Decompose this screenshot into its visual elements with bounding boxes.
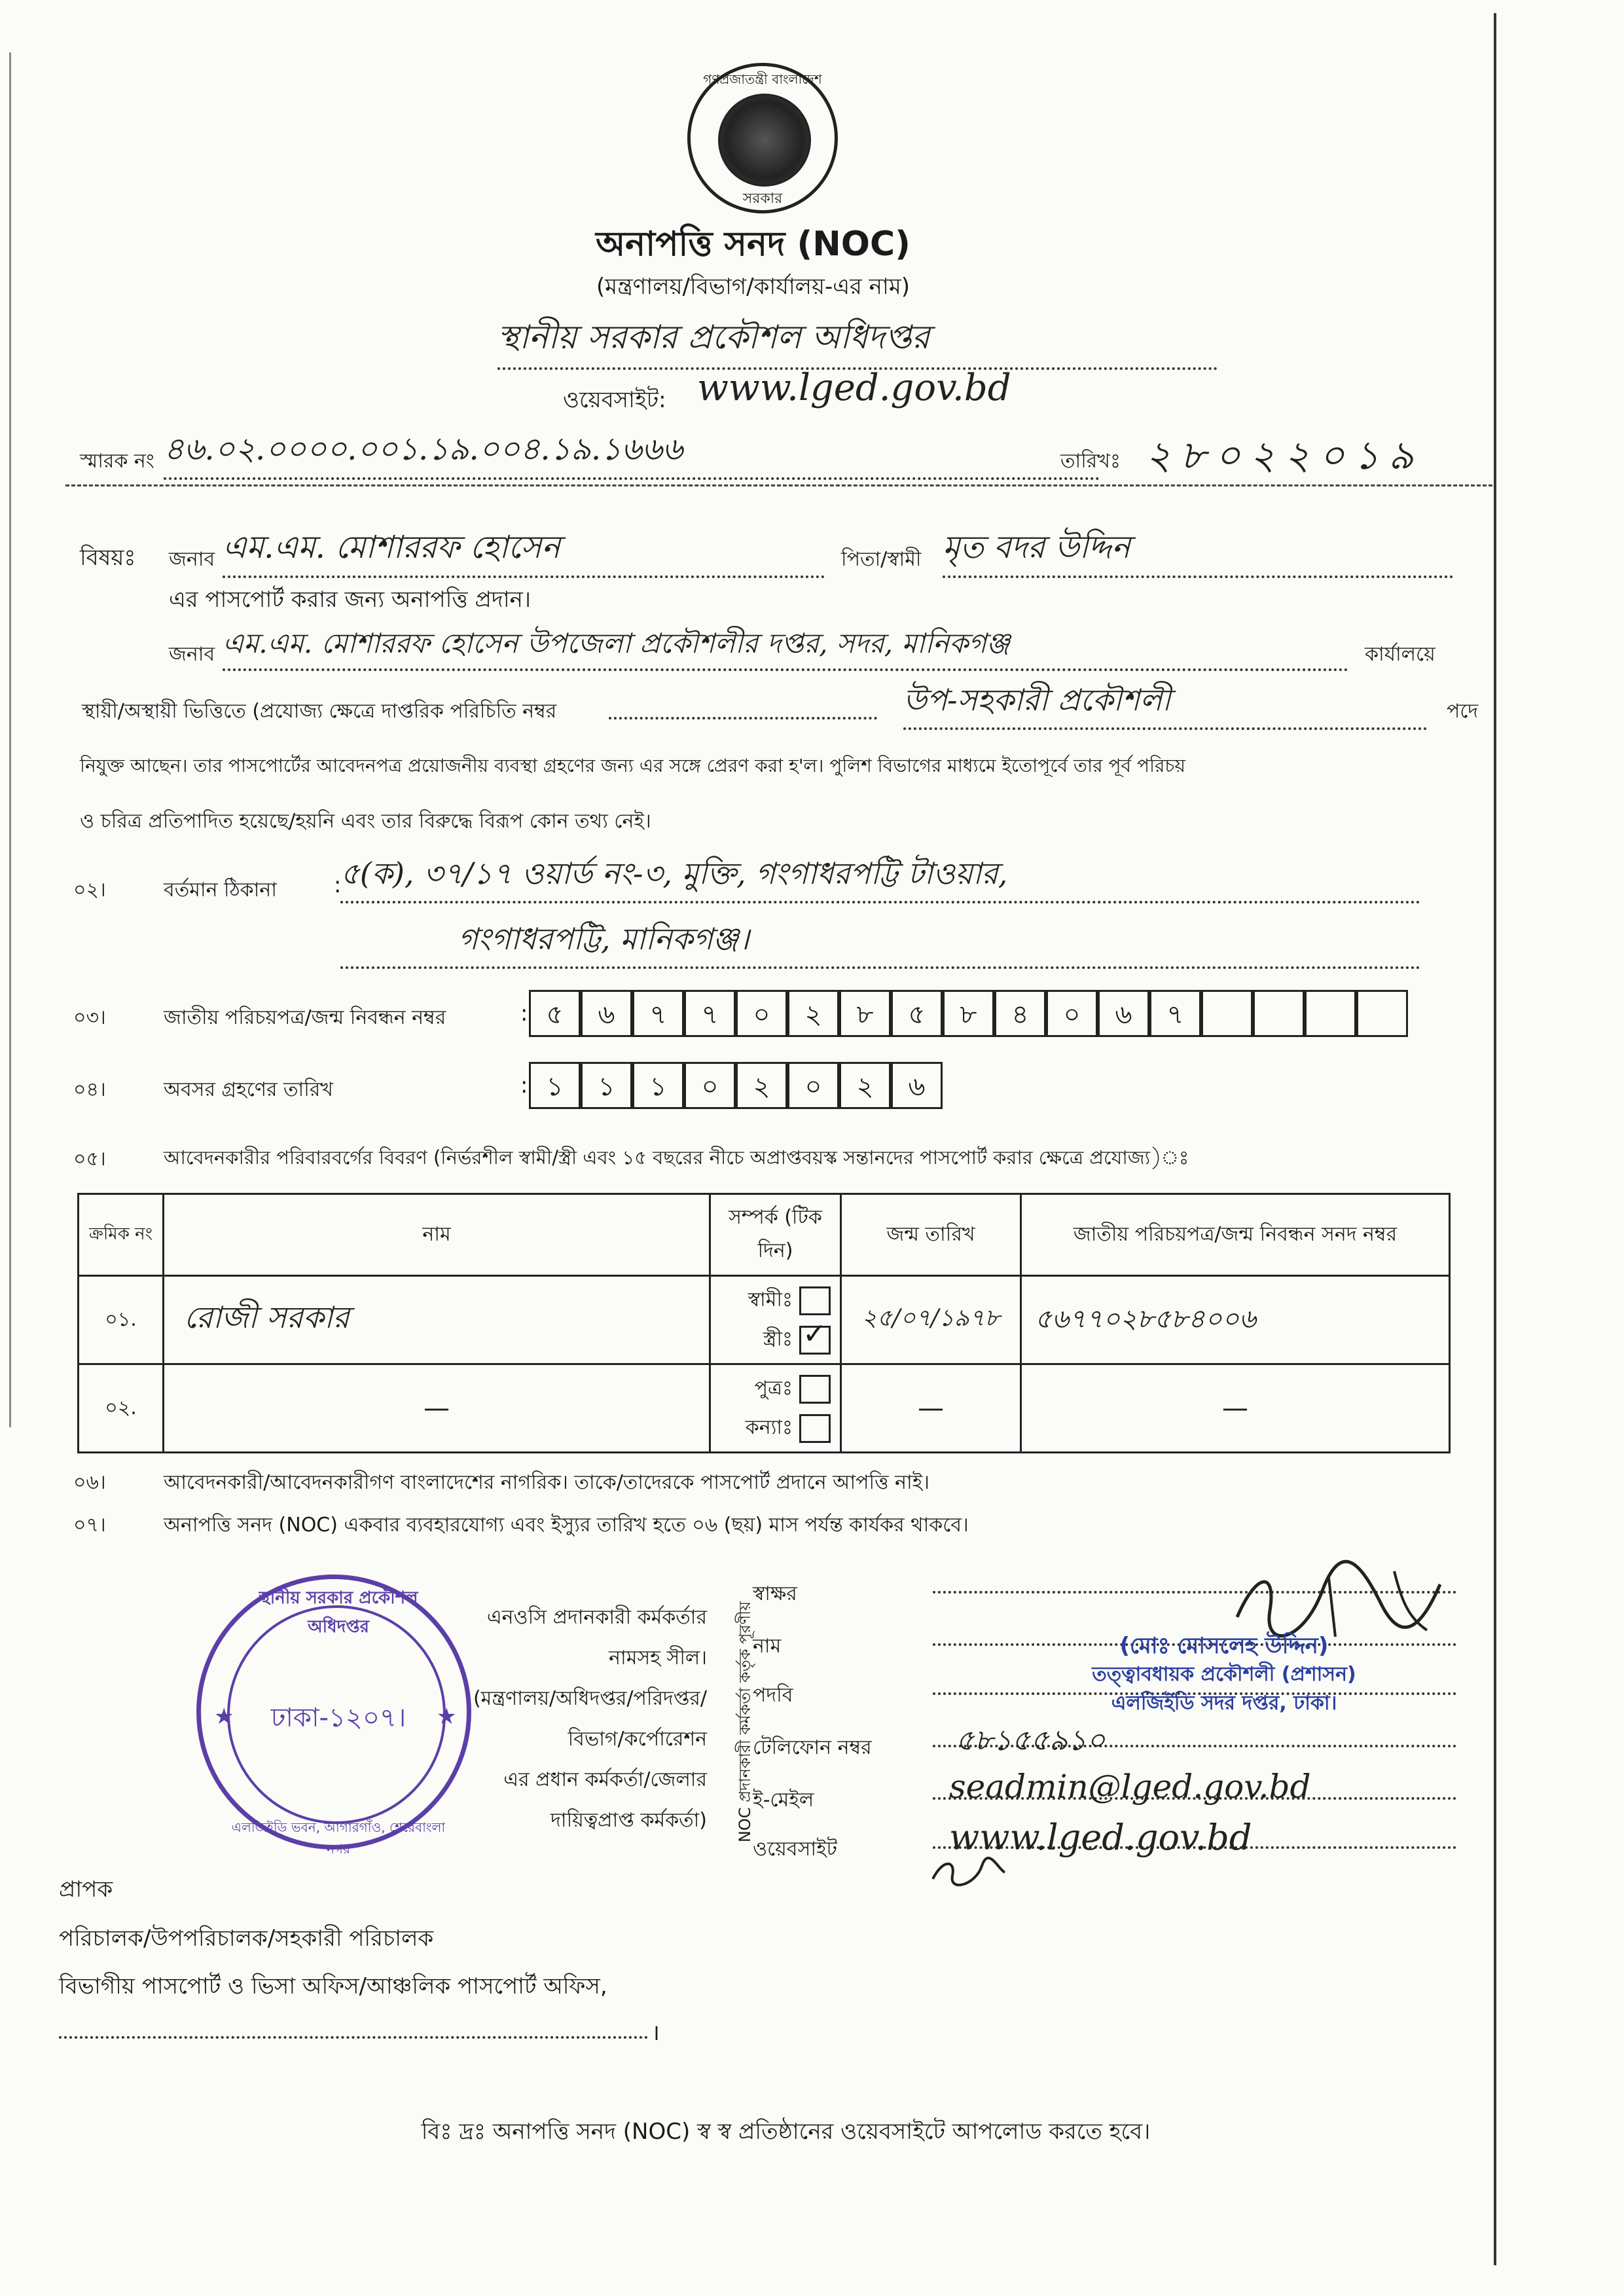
item-04-number: ০৪। — [73, 1078, 106, 1101]
item-05-number: ০৫। — [73, 1148, 106, 1171]
relation-daughter-label: কন্যাঃ — [745, 1416, 793, 1439]
page-subtitle: (মন্ত্রণালয়/বিভাগ/কার্যালয়-এর নাম) — [596, 274, 910, 300]
page-border-right — [1494, 13, 1496, 2265]
husband-checkbox[interactable] — [799, 1286, 831, 1315]
email-label: ই-মেইল — [753, 1789, 814, 1812]
retirement-digit-box: ০ — [787, 1062, 839, 1109]
nid-digit-box: ০ — [1046, 990, 1098, 1037]
sign-label: স্বাক্ষর — [753, 1582, 797, 1605]
row-dob: ২৫/০৭/১৯৭৮ — [841, 1276, 1021, 1364]
nid-digit-boxes — [529, 990, 1445, 1037]
seal-star-icon: ★ — [214, 1704, 234, 1730]
memo-date-label: তারিখঃ — [1060, 450, 1121, 473]
nid-digit-box: ২ — [787, 990, 839, 1037]
body-janab-label: জনাব — [169, 643, 215, 666]
subject-label: বিষয়ঃ — [80, 545, 136, 571]
son-checkbox[interactable] — [799, 1375, 831, 1404]
seal-star-icon: ★ — [437, 1704, 457, 1730]
nid-digit-box: ৬ — [581, 990, 632, 1037]
item-03-label: জাতীয় পরিচয়পত্র/জন্ম নিবন্ধন নম্বর — [164, 1006, 446, 1029]
designation-label: পদবি — [753, 1684, 793, 1707]
header-relation: সম্পর্ক (টিক দিন) — [710, 1194, 841, 1276]
officer-line: এনওসি প্রদানকারী কর্মকর্তার — [486, 1606, 707, 1629]
relation-husband-label: স্বামীঃ — [748, 1288, 793, 1311]
retirement-digit-box: ২ — [736, 1062, 787, 1109]
nid-digit-box: ০ — [736, 990, 787, 1037]
decl-07-text: অনাপত্তি সনদ (NOC) একবার ব্যবহারযোগ্য এবং ইস্যুর তারিখ হতে ০৬ (ছয়) মাস পর্যন্ত কার্যকর থাকবে। — [164, 1514, 969, 1537]
office-name: স্থানীয় সরকার প্রকৌশল অধিদপ্তর — [497, 313, 1218, 370]
seal-bottom-text: এলজিইডি ভবন, আগারগাঁও, শেরেবাংলা নগর — [231, 1819, 446, 1857]
vertical-noc-text: NOC প্রদানকারী কর্মকর্তা কর্তৃক পূরণীয় — [736, 1601, 754, 1843]
nid-digit-box: ৫ — [529, 990, 581, 1037]
nid-digit-box: ৭ — [632, 990, 684, 1037]
officer-line: বিভাগ/কর্পোরেশন — [568, 1728, 707, 1751]
item-03-number: ০৩। — [73, 1006, 106, 1029]
email-value: seadmin@lged.gov.bd — [949, 1768, 1311, 1806]
address-line-1: ৫(ক), ৩৭/১৭ ওয়ার্ড নং-৩, মুক্তি, গংগাধরপট্টি টাওয়ার, — [340, 851, 1420, 903]
body-basis-dots — [609, 717, 877, 720]
row-name: — — [164, 1364, 710, 1453]
website-label: ওয়েবসাইট: — [563, 387, 666, 413]
recipient-line-2: বিভাগীয় পাসপোর্ট ও ভিসা অফিস/আঞ্চলিক পাসপোর্ট অফিস, — [59, 1973, 607, 1999]
row-name: রোজী সরকার — [164, 1276, 710, 1364]
memo-ref-value: ৪৬.০২.০০০০.০০১.১৯.০০৪.১৯.১৬৬৬ — [164, 426, 1100, 480]
wife-checkbox[interactable] — [799, 1317, 831, 1355]
item-03-colon: : — [520, 1000, 528, 1027]
officer-block — [419, 1597, 707, 1841]
stamp-designation: তত্ত্বাবধায়ক প্রকৌশলী (প্রশাসন) — [1092, 1663, 1356, 1686]
nid-digit-box: ৮ — [839, 990, 891, 1037]
father-label: পিতা/স্বামী — [841, 548, 922, 571]
seal-center-text: ঢাকা-১২০৭। — [270, 1703, 406, 1733]
family-table — [77, 1193, 1451, 1453]
row-serial: ০২. — [79, 1364, 164, 1453]
officer-line: এর প্রধান কর্মকর্তা/জেলার — [503, 1768, 707, 1791]
item-04-colon: : — [520, 1072, 528, 1099]
item-04-label: অবসর গ্রহণের তারিখ — [164, 1078, 333, 1101]
row-relation — [710, 1276, 841, 1364]
header-name: নাম — [164, 1194, 710, 1276]
nid-digit-box — [1201, 990, 1253, 1037]
retirement-digit-box: ২ — [839, 1062, 891, 1109]
row-nid: — — [1021, 1364, 1450, 1453]
government-emblem — [687, 63, 838, 213]
table-row — [79, 1276, 1450, 1364]
body-basis-text: স্থায়ী/অস্থায়ী ভিত্তিতে (প্রযোজ্য ক্ষেত্রে দাপ্তরিক পরিচিতি নম্বর — [82, 700, 557, 723]
designation-suffix: পদে — [1447, 700, 1479, 723]
emblem-top-text: গণপ্রজাতন্ত্রী বাংলাদেশ — [703, 71, 822, 87]
recipient-line-1: পরিচালক/উপপরিচালক/সহকারী পরিচালক — [59, 1925, 434, 1952]
retirement-digit-box: ১ — [632, 1062, 684, 1109]
daughter-checkbox[interactable] — [799, 1414, 831, 1443]
name-label: নাম — [753, 1635, 782, 1658]
table-row — [79, 1364, 1450, 1453]
address-line-2: গংগাধরপট্টি, মানিকগঞ্জ। — [340, 917, 1420, 969]
nid-digit-box: ৮ — [943, 990, 994, 1037]
website-field-label: ওয়েবসাইট — [753, 1838, 837, 1861]
recipient-dots-end: । — [651, 2020, 660, 2046]
recipient-label: প্রাপক — [59, 1876, 113, 1903]
memo-ref-label: স্মারক নং — [80, 450, 154, 473]
row-dob: — — [841, 1364, 1021, 1453]
item-05-text: আবেদনকারীর পরিবারবর্গের বিবরণ (নির্ভরশীল স্বামী/স্ত্রী এবং ১৫ বছরের নীচে অপ্রাপ্তবয়স্ক সন্তানদের পাসপোর্ট করার ক্ষেত্রে প্রযোজ্য)ঃ — [164, 1146, 1189, 1169]
subject-purpose: এর পাসপোর্ট করার জন্য অনাপত্তি প্রদান। — [169, 587, 532, 613]
phone-label: টেলিফোন নম্বর — [753, 1736, 872, 1759]
decl-06-text: আবেদনকারী/আবেদনকারীগণ বাংলাদেশের নাগরিক। তাকে/তাদেরকে পাসপোর্ট প্রদানে আপত্তি নাই। — [164, 1471, 930, 1494]
paragraph-line-1: নিযুক্ত আছেন। তার পাসপোর্টের আবেদনপত্র প্রয়োজনীয় ব্যবস্থা গ্রহণের জন্য এর সঙ্গে প্রেরণ করা হ'ল। পুলিশ বিভাগের মাধ্যমে ইতোপূর্বে তার পূর্ব পরিচয় — [80, 755, 1185, 776]
father-name: মৃত বদর উদ্দিন — [943, 524, 1453, 578]
memo-divider — [65, 484, 1492, 486]
stamp-office: এলজিইডি সদর দপ্তর, ঢাকা। — [1111, 1692, 1337, 1715]
decl-06-number: ০৬। — [73, 1471, 106, 1494]
nid-digit-box — [1305, 990, 1356, 1037]
retirement-digit-box: ০ — [684, 1062, 736, 1109]
header-dob: জন্ম তারিখ — [841, 1194, 1021, 1276]
retirement-digit-boxes — [529, 1062, 987, 1109]
applicant-name: এম.এম. মোশাররফ হোসেন — [223, 524, 825, 578]
decl-07-number: ০৭। — [73, 1514, 106, 1537]
footer-note: বিঃ দ্রঃ অনাপত্তি সনদ (NOC) স্ব স্ব প্রতিষ্ঠানের ওয়েবসাইটে আপলোড করতে হবে। — [421, 2119, 1151, 2145]
nid-digit-box: ৭ — [1149, 990, 1201, 1037]
designation-value: উপ-সহকারী প্রকৌশলী — [903, 678, 1427, 730]
nid-digit-box — [1253, 990, 1305, 1037]
nid-digit-box: ৪ — [994, 990, 1046, 1037]
phone-value: ৫৮১৫৫৯১০ — [956, 1724, 1106, 1757]
relation-wife-label: স্ত্রীঃ — [763, 1328, 793, 1351]
page-title: অনাপত্তি সনদ (NOC) — [596, 225, 911, 264]
emblem-bottom-text: সরকার — [742, 191, 783, 207]
recipient-dots — [59, 2036, 648, 2039]
officer-line: দায়িত্বপ্রাপ্ত কর্মকর্তা) — [550, 1809, 707, 1832]
header-nid: জাতীয় পরিচয়পত্র/জন্ম নিবন্ধন সনদ নম্বর — [1021, 1194, 1450, 1276]
row-nid: ৫৬৭৭০২৮৫৮৪০০৬ — [1021, 1276, 1450, 1364]
seal-top-text: স্থানীয় সরকার প্রকৌশল অধিদপ্তর — [259, 1588, 418, 1637]
officer-line: (মন্ত্রণালয়/অধিদপ্তর/পরিদপ্তর/ — [473, 1687, 707, 1710]
subject-janab-label: জনাব — [169, 548, 215, 571]
row-relation — [710, 1364, 841, 1453]
header-serial: ক্রমিক নং — [79, 1194, 164, 1276]
nid-digit-box — [1356, 990, 1408, 1037]
memo-date-value: ২৮০২২০১৯ — [1146, 433, 1423, 479]
checkmark-icon: ✓ — [803, 1317, 827, 1351]
item-02-number: ০২। — [73, 879, 106, 902]
website-value: www.lged.gov.bd — [697, 367, 1011, 409]
nid-digit-box: ৫ — [891, 990, 943, 1037]
row-serial: ০১. — [79, 1276, 164, 1364]
retirement-digit-box: ১ — [581, 1062, 632, 1109]
item-02-colon: : — [334, 872, 342, 898]
body-office-line: এম.এম. মোশাররফ হোসেন উপজেলা প্রকৌশলীর দপ্তর, সদর, মানিকগঞ্জ — [223, 622, 1348, 671]
family-table-header — [79, 1194, 1450, 1276]
nid-digit-box: ৬ — [1098, 990, 1149, 1037]
initial-scribble — [929, 1853, 1008, 1892]
officer-line: নামসহ সীল। — [609, 1647, 707, 1669]
relation-son-label: পুত্রঃ — [754, 1377, 793, 1400]
stamp-name: (মোঃ মোসলেহ উদ্দিন) — [1119, 1633, 1329, 1659]
officer-stamp — [1028, 1631, 1420, 1718]
nid-digit-box: ৭ — [684, 990, 736, 1037]
website-field-value: www.lged.gov.bd — [949, 1817, 1252, 1858]
paragraph-line-2: ও চরিত্র প্রতিপাদিত হয়েছে/হয়নি এবং তার বিরুদ্ধে বিরূপ কোন তথ্য নেই। — [80, 810, 651, 833]
retirement-digit-box: ৬ — [891, 1062, 943, 1109]
retirement-digit-box: ১ — [529, 1062, 581, 1109]
body-office-suffix: কার্যালয়ে — [1365, 643, 1435, 666]
item-02-label: বর্তমান ঠিকানা — [164, 879, 277, 902]
